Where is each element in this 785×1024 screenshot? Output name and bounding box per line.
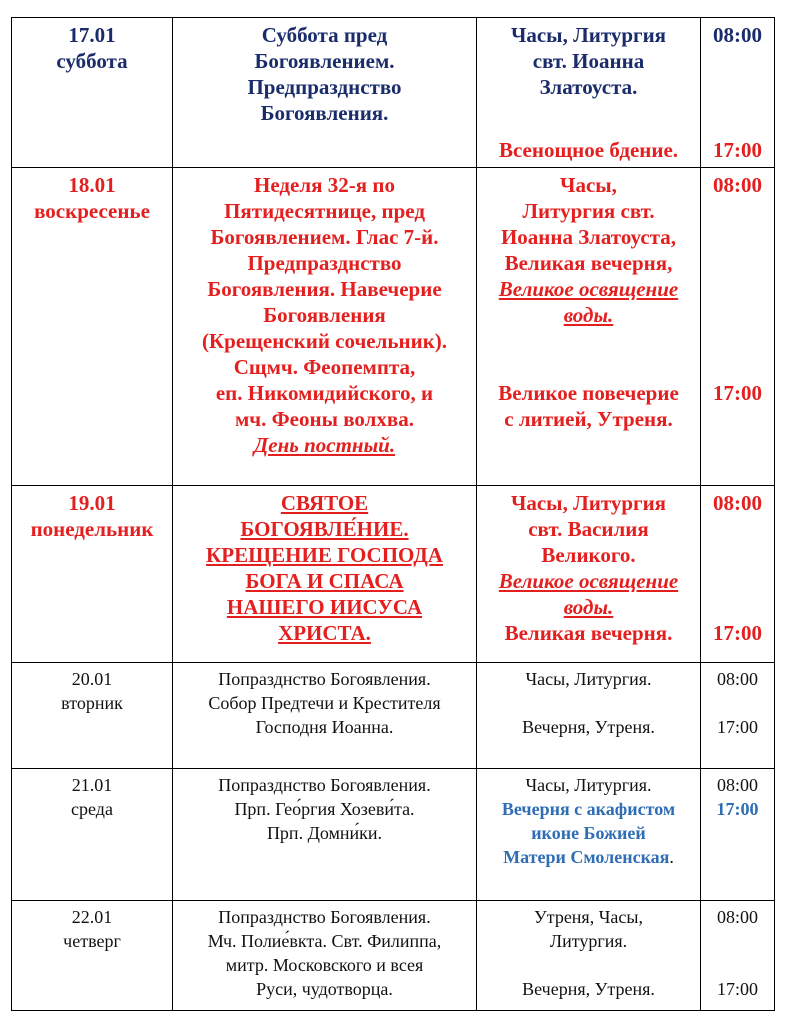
date-cell: [12, 901, 173, 1011]
table-row: [12, 769, 775, 901]
service-line: Вечерня с акафистом: [501, 799, 676, 819]
service-line: Златоуста.: [539, 75, 638, 99]
time-evening: 17:00: [713, 381, 762, 405]
time-cell: [701, 901, 775, 1011]
feast-line: Сщмч. Феопемпта,: [233, 355, 416, 379]
feast-line: Богоявления.: [260, 101, 389, 125]
service-line: с литией, Утреня.: [504, 407, 673, 431]
date: 22.01: [71, 907, 113, 927]
feast-line: Собор Предтечи и Крестителя: [208, 693, 441, 713]
date-cell: [12, 486, 173, 663]
service-line: Часы,: [560, 173, 617, 197]
time-cell: [701, 486, 775, 663]
service-line: Часы, Литургия.: [525, 669, 652, 689]
time-cell: [701, 769, 775, 901]
feast-line: (Крещенский сочельник).: [201, 329, 448, 353]
feast-line: КРЕЩЕНИЕ ГОСПОДА: [206, 543, 443, 567]
feast-line: БОГОЯВЛЕ́НИЕ.: [240, 517, 409, 541]
feast-line: Неделя 32-я по: [254, 173, 395, 197]
date: 18.01: [68, 173, 116, 197]
time-morning: 08:00: [716, 907, 758, 927]
time-morning: 08:00: [713, 491, 762, 515]
time-morning: 08:00: [713, 173, 762, 197]
service-line: Великое освящение: [498, 277, 679, 301]
time-evening: 17:00: [713, 621, 762, 645]
service-line: Вечерня, Утреня.: [522, 979, 655, 999]
feast-line: Господня Иоанна.: [255, 717, 394, 737]
service-cell: [477, 486, 701, 663]
feast-line: еп. Никомидийского, и: [215, 381, 434, 405]
feast-line: Богоявлением. Глас 7-й.: [210, 225, 439, 249]
service-line: воды.: [563, 303, 614, 327]
time-evening: 17:00: [716, 717, 758, 737]
time-cell: [701, 18, 775, 168]
date: 20.01: [71, 669, 113, 689]
service-line: Великая вечерня.: [504, 621, 673, 645]
service-line: Утреня, Часы,: [533, 907, 643, 927]
feast-line: Прп. Домни́ки.: [266, 823, 383, 843]
feast-line: Предпразднство: [247, 251, 402, 275]
time-morning: 08:00: [716, 669, 758, 689]
weekday: вторник: [61, 693, 123, 713]
table-row: [12, 168, 775, 486]
feast-line: БОГА И СПАСА: [245, 569, 404, 593]
feast-line: Предпразднство: [247, 75, 402, 99]
feast-line: Пятидесятнице, пред: [224, 199, 425, 223]
feast-line: митр. Московского и всея: [225, 955, 424, 975]
weekday: четверг: [63, 931, 121, 951]
date-cell: [12, 168, 173, 486]
service-line: свт. Иоанна: [532, 49, 645, 73]
time-cell: [701, 663, 775, 769]
feast-line: Суббота пред: [261, 23, 388, 47]
service-cell: [477, 663, 701, 769]
feast-cell: [173, 901, 477, 1011]
schedule-table: [11, 17, 775, 1011]
feast-cell: [173, 486, 477, 663]
weekday: понедельник: [30, 517, 154, 541]
date-cell: [12, 769, 173, 901]
service-cell: [477, 18, 701, 168]
weekday: воскресенье: [34, 199, 150, 223]
service-line: Часы, Литургия.: [525, 775, 652, 795]
service-line: Матери Смоленская: [503, 847, 670, 867]
service-line: Великое повечерие: [498, 381, 679, 405]
time-morning: 08:00: [713, 23, 762, 47]
feast-line: Богоявления: [263, 303, 386, 327]
feast-line: НАШЕГО ИИСУСА: [226, 595, 423, 619]
service-line: Вечерня, Утреня.: [522, 717, 655, 737]
table-row: [12, 663, 775, 769]
service-cell: [477, 168, 701, 486]
weekday: суббота: [56, 49, 128, 73]
service-line-end: .: [669, 847, 674, 867]
feast-line: мч. Феоны волхва.: [234, 407, 415, 431]
table-row: [12, 18, 775, 168]
feast-line: Мч. Полие́вкта. Свт. Филиппа,: [207, 931, 442, 951]
service-line: воды.: [563, 595, 614, 619]
time-cell: [701, 168, 775, 486]
date: 21.01: [71, 775, 113, 795]
feast-line: СВЯТОЕ: [280, 491, 369, 515]
service-line: Иоанна Златоуста,: [500, 225, 677, 249]
feast-line: Руси, чудотворца.: [256, 979, 393, 999]
feast-cell: [173, 663, 477, 769]
service-line: Часы, Литургия: [510, 491, 667, 515]
feast-line: Попразднство Богоявления.: [218, 669, 431, 689]
feast-cell: [173, 769, 477, 901]
feast-line: Попразднство Богоявления.: [218, 907, 431, 927]
service-cell: [477, 901, 701, 1011]
feast-line: ХРИСТА.: [278, 621, 371, 645]
service-line: свт. Василия: [528, 517, 649, 541]
feast-line: Прп. Гео́ргия Хозеви́та.: [234, 799, 415, 819]
time-evening: 17:00: [713, 138, 762, 162]
feast-line: Богоявлением.: [254, 49, 395, 73]
time-evening: 17:00: [716, 979, 758, 999]
service-line: Часы, Литургия: [510, 23, 667, 47]
service-line: Литургия.: [549, 931, 628, 951]
feast-line: Попразднство Богоявления.: [218, 775, 431, 795]
time-evening: 17:00: [716, 799, 759, 819]
time-morning: 08:00: [716, 775, 758, 795]
fast-note: День постный.: [253, 433, 396, 457]
service-line: Великого.: [541, 543, 636, 567]
feast-cell: [173, 18, 477, 168]
feast-cell: [173, 168, 477, 486]
feast-line: Богоявления. Навечерие: [207, 277, 442, 301]
service-line: Великое освящение: [498, 569, 679, 593]
service-line: Великая вечерня,: [504, 251, 673, 275]
service-cell: [477, 769, 701, 901]
date: 17.01: [68, 23, 116, 47]
table-row: [12, 901, 775, 1011]
service-line: Всенощное бдение.: [498, 138, 679, 162]
service-line: Литургия свт.: [522, 199, 655, 223]
table-row: [12, 486, 775, 663]
date-cell: [12, 18, 173, 168]
weekday: среда: [71, 799, 113, 819]
service-line: иконе Божией: [531, 823, 646, 843]
date: 19.01: [68, 491, 116, 515]
date-cell: [12, 663, 173, 769]
